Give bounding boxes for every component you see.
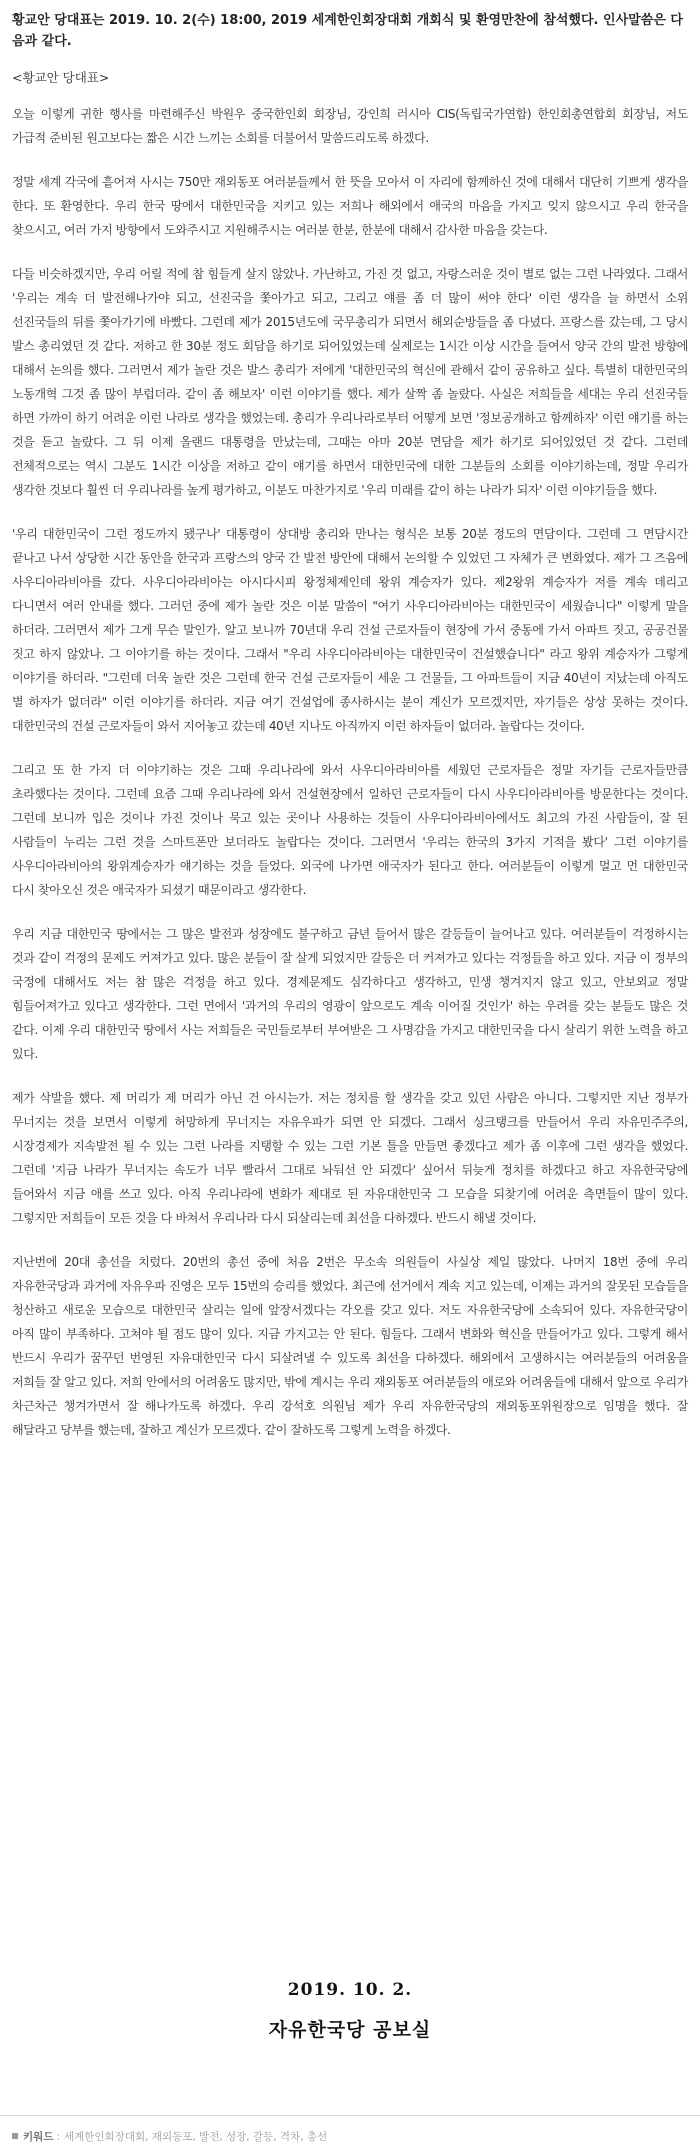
keywords-bar [0, 2115, 700, 2153]
release-date: 2019. 10. 2. [287, 1980, 413, 2000]
speech-paragraph-8: 지난번에 20대 총선을 치렀다. 20번의 총선 중에 처음 2번은 무소속 의원들이 사실상 제일 많았다. 나머지 18번 중에 우리 자유한국당과 과거에 자유우파 진영은 모두 15번의 승리를 했었다. 최근에 선거에서 계속 지고 있는데, 이제는 과거의 잘못된 모습들을 청산하고 새로운 모습으로 대한민국 살리는 일에 앞장서겠다는 각오를 갖고 있다. 저도 자유한국당에 소속되어 있다. 자유한국당이 아직 많이 부족하다. 고쳐야 될 점도 많이 있다. 지금 가지고는 안 된다. 힘들다. 그래서 변화와 혁신을 만들어가고 있다. 그렇게 해서 반드시 우리가 꿈꾸던 번영된 자유대한민국 다시 되살려낼 수 있도록 최선을 다하겠다. 해외에서 고생하시는 여러분들의 어려움을 저희들 잘 알고 있다. 저희 안에서의 어려움도 많지만, 밖에 계시는 우리 재외동포 여러분들의 애로와 어려움들에 대해서 앞으로 우리가 차근차근 챙겨가면서 잘 해나가도록 하겠다. 우리 강석호 의원님 제가 우리 자유한국당의 재외동포위원장으로 임명을 했다. 잘 해달라고 당부를 했는데, 잘하고 계신가 모르겠다. 같이 잘하도록 그렇게 노력을 하겠다. [12, 1255, 688, 1437]
speech-paragraph-4: '우리 대한민국이 그런 정도까지 됐구나' 대통령이 상대방 총리와 만나는 형식은 보통 20분 정도의 면담이다. 그런데 그 면담시간 끝나고 나서 상당한 시간 동안을 한국과 프랑스의 양국 간 발전 방안에 대해서 논의할 수 있었던 그 자체가 큰 변화였다. 제가 그 즈음에 사우디아라비아를 갔다. 사우디아라비아는 아시다시피 왕정체제인데 왕위 계승자가 있다. 제2왕위 계승자가 저를 계속 데리고 다니면서 여러 안내를 했다. 그러던 중에 제가 놀란 것은 이분 말씀이 "여기 사우디아라비아는 대한민국이 세웠습니다" 이렇게 말을 하더라. 그러면서 제가 그게 무슨 말인가. 알고 보니까 70년대 우리 건설 근로자들이 현장에 가서 중동에 가서 아파트 짓고, 공공건물 짓고 하지 않았나. 그 이야기를 하는 것이다. 그래서 "우리 사우디아라비아는 대한민국이 건설했습니다" 라고 왕위 계승자가 그렇게 이야기를 하더라. "그런데 더욱 놀란 것은 그런데 한국 건설 근로자들이 세운 그 건물들, 그 아파트들이 지금 40년이 지났는데 아직도 별 하자가 없더라" 이런 이야기를 하더라. 지금 여기 건설업에 종사하시는 분이 계신가 모르겠지만, 자기들은 상상 못하는 것이다. 대한민국의 건설 근로자들이 와서 지어놓고 갔는데 40년 지나도 아직까지 이런 하자들이 없더라. 놀랍다는 것이다. [12, 527, 688, 733]
speaker-heading: <황교안 당대표> [12, 70, 110, 85]
speech-paragraph-1: 오늘 이렇게 귀한 행사를 마련해주신 박원우 중국한인회 회장님, 강인희 러시아 CIS(독립국가연합) 한인회총연합회 회장님, 저도 가급적 준비된 원고보다는 짧은 시간 느끼는 소회를 더불어서 말씀드리도록 하겠다. [12, 107, 688, 145]
press-release-document [12, 10, 688, 1462]
square-bullet-icon [12, 2133, 18, 2139]
keywords-separator: : [56, 2131, 60, 2143]
speech-paragraph-2: 정말 세계 각국에 흩어져 사시는 750만 재외동포 여러분들께서 한 뜻을 모아서 이 자리에 함께하신 것에 대해서 대단히 기쁘게 생각을 한다. 또 환영한다. 우리 한국 땅에서 대한민국을 지키고 있는 저희나 해외에서 애국의 마음을 가지고 잊지 않으시고 우리 한국을 찾으시고, 여러 가지 방향에서 도와주시고 지원해주시는 여러분 한분, 한분에 대해서 감사한 마음을 갖는다. [12, 175, 688, 237]
speech-paragraph-3: 다들 비슷하겠지만, 우리 어릴 적에 참 힘들게 살지 않았나. 가난하고, 가진 것 없고, 자랑스러운 것이 별로 없는 그런 나라였다. 그래서 '우리는 계속 더 발전해나가야 되고, 선진국을 쫓아가고 되고, 그리고 얘를 좀 더 많이 써야 한다' 이런 생각을 늘 하면서 소위 선진국들의 뒤를 쫓아가기에 바빴다. 그런데 제가 2015년도에 국무총리가 되면서 해외순방들을 좀 다녔다. 프랑스를 갔는데, 그 당시 발스 총리였던 것 같다. 저하고 한 30분 정도 회담을 하기로 되어있었는데 실제로는 1시간 이상 시간을 들여서 양국 간의 발전 방향에 대해서 논의를 했다. 그러면서 제가 놀란 것은 발스 총리가 저에게 '대한민국의 혁신에 관해서 같이 공유하고 싶다. 특별히 대한민국의 노동개혁 그것 좀 많이 부럽더라. 같이 좀 해보자' 이런 이야기를 했다. 제가 살짝 좀 놀랐다. 사실은 저희들을 세대는 우리 선진국들 하면 가까이 하기 어려운 이런 나라로 생각을 했었는데. 총리가 우리나라로부터 어떻게 보면 '정보공개하고 함께하자' 이런 얘기를 하는 것을 듣고 놀랐다. 그 뒤 이제 올랜드 대통령을 만났는데, 그때는 아마 20분 면담을 제가 하기로 되어있었던 것 같다. 그런데 전체적으로는 역시 그분도 1시간 이상을 저하고 같이 얘기를 하면서 대한민국에 대한 그분들의 소회를 이야기하는데, 정말 우리가 생각한 것보다 훨씬 더 우리나라를 높게 평가하고, 이분도 마찬가지로 '우리 미래를 같이 하는 나라가 되자' 이런 이야기들을 했다. [12, 267, 688, 497]
keywords-label: 키워드 [23, 2131, 54, 2143]
speech-paragraph-5: 그리고 또 한 가지 더 이야기하는 것은 그때 우리나라에 와서 사우디아라비아를 세웠던 근로자들은 정말 자기들 근로자들만큼 초라했다는 것이다. 그런데 요즘 그때 우리나라에 와서 건설현장에서 일하던 근로자들이 다시 사우디아라비아를 방문한다는 것이다. 그런데 보니까 입은 것이나 가진 것이나 묵고 있는 곳이나 사용하는 것들이 사우디아라비아에서도 최고의 가진 사람들이, 잘 된 사람들이 누리는 그런 것을 스마트폰만 보더라도 놀랍다는 것이다. 그러면서 '우리는 한국의 3가지 기적을 봤다' 그런 이야기를 사우디아라비아의 왕위계승자가 얘기하는 것을 들었다. 외국에 나가면 애국자가 된다고 한다. 여러분들이 이렇게 멀고 먼 대한민국 다시 찾아오신 것은 애국자가 되셨기 때문이라고 생각한다. [12, 763, 688, 897]
speech-paragraph-6: 우리 지금 대한민국 땅에서는 그 많은 발전과 성장에도 불구하고 금년 들어서 많은 갈등들이 늘어나고 있다. 여러분들이 걱정하시는 것과 같이 걱정의 문제도 커져가고 있다. 많은 분들이 잘 살게 되었지만 갈등은 더 커져가고 있다는 걱정들을 하고 있다. 지금 이 정부의 국정에 대해서도 저는 참 많은 걱정을 하고 있다. 경제문제도 심각하다고 생각하고, 민생 챙겨지지 않고 있고, 안보외교 정말 힘들어져가고 있다고 생각한다. 그런 면에서 '과거의 우리의 영광이 앞으로도 계속 이어질 것인가' 하는 우려를 갖는 분들도 많은 것 같다. 이제 우리 대한민국 땅에서 사는 저희들은 국민들로부터 부여받은 그 사명감을 가지고 대한민국을 다시 살리기 위한 노력을 하고 있다. [12, 927, 688, 1061]
issuing-office: 자유한국당 공보실 [268, 2019, 432, 2041]
speech-paragraph-7: 제가 삭발을 했다. 제 머리가 제 머리가 아닌 건 아시는가. 저는 정치를 할 생각을 갖고 있던 사람은 아니다. 그렇지만 지난 정부가 무너지는 것을 보면서 이렇게 허망하게 무너지는 자유우파가 되면 안 되겠다. 그래서 싱크탱크를 만들어서 우리 자유민주주의, 시장경제가 지속발전 될 수 있는 그런 나라를 지탱할 수 있는 그런 기본 틀을 만들면 좋겠다고 제가 좀 이후에 그런 생각을 했었다. 그런데 '지금 나라가 무너지는 속도가 너무 빨라서 그대로 놔둬선 안 되겠다' 싶어서 뒤늦게 정치를 하겠다고 하고 자유한국당에 들어와서 지금 애를 쓰고 있다. 아직 우리나라에 변화가 제대로 된 자유대한민국 그 모습을 되찾기에 어려운 측면들이 많이 있다. 그렇지만 저희들이 모든 것을 다 바쳐서 우리나라 다시 되살리는데 최선을 다하겠다. 반드시 해낼 것이다. [12, 1091, 688, 1225]
intro-paragraph: 황교안 당대표는 2019. 10. 2(수) 18:00, 2019 세계한인회장대회 개회식 및 환영만찬에 참석했다. 인사말씀은 다음과 같다. [12, 13, 683, 49]
keywords-list: 세계한인회장대회, 재외동포, 발전, 성장, 갈등, 격차, 총선 [63, 2131, 328, 2143]
